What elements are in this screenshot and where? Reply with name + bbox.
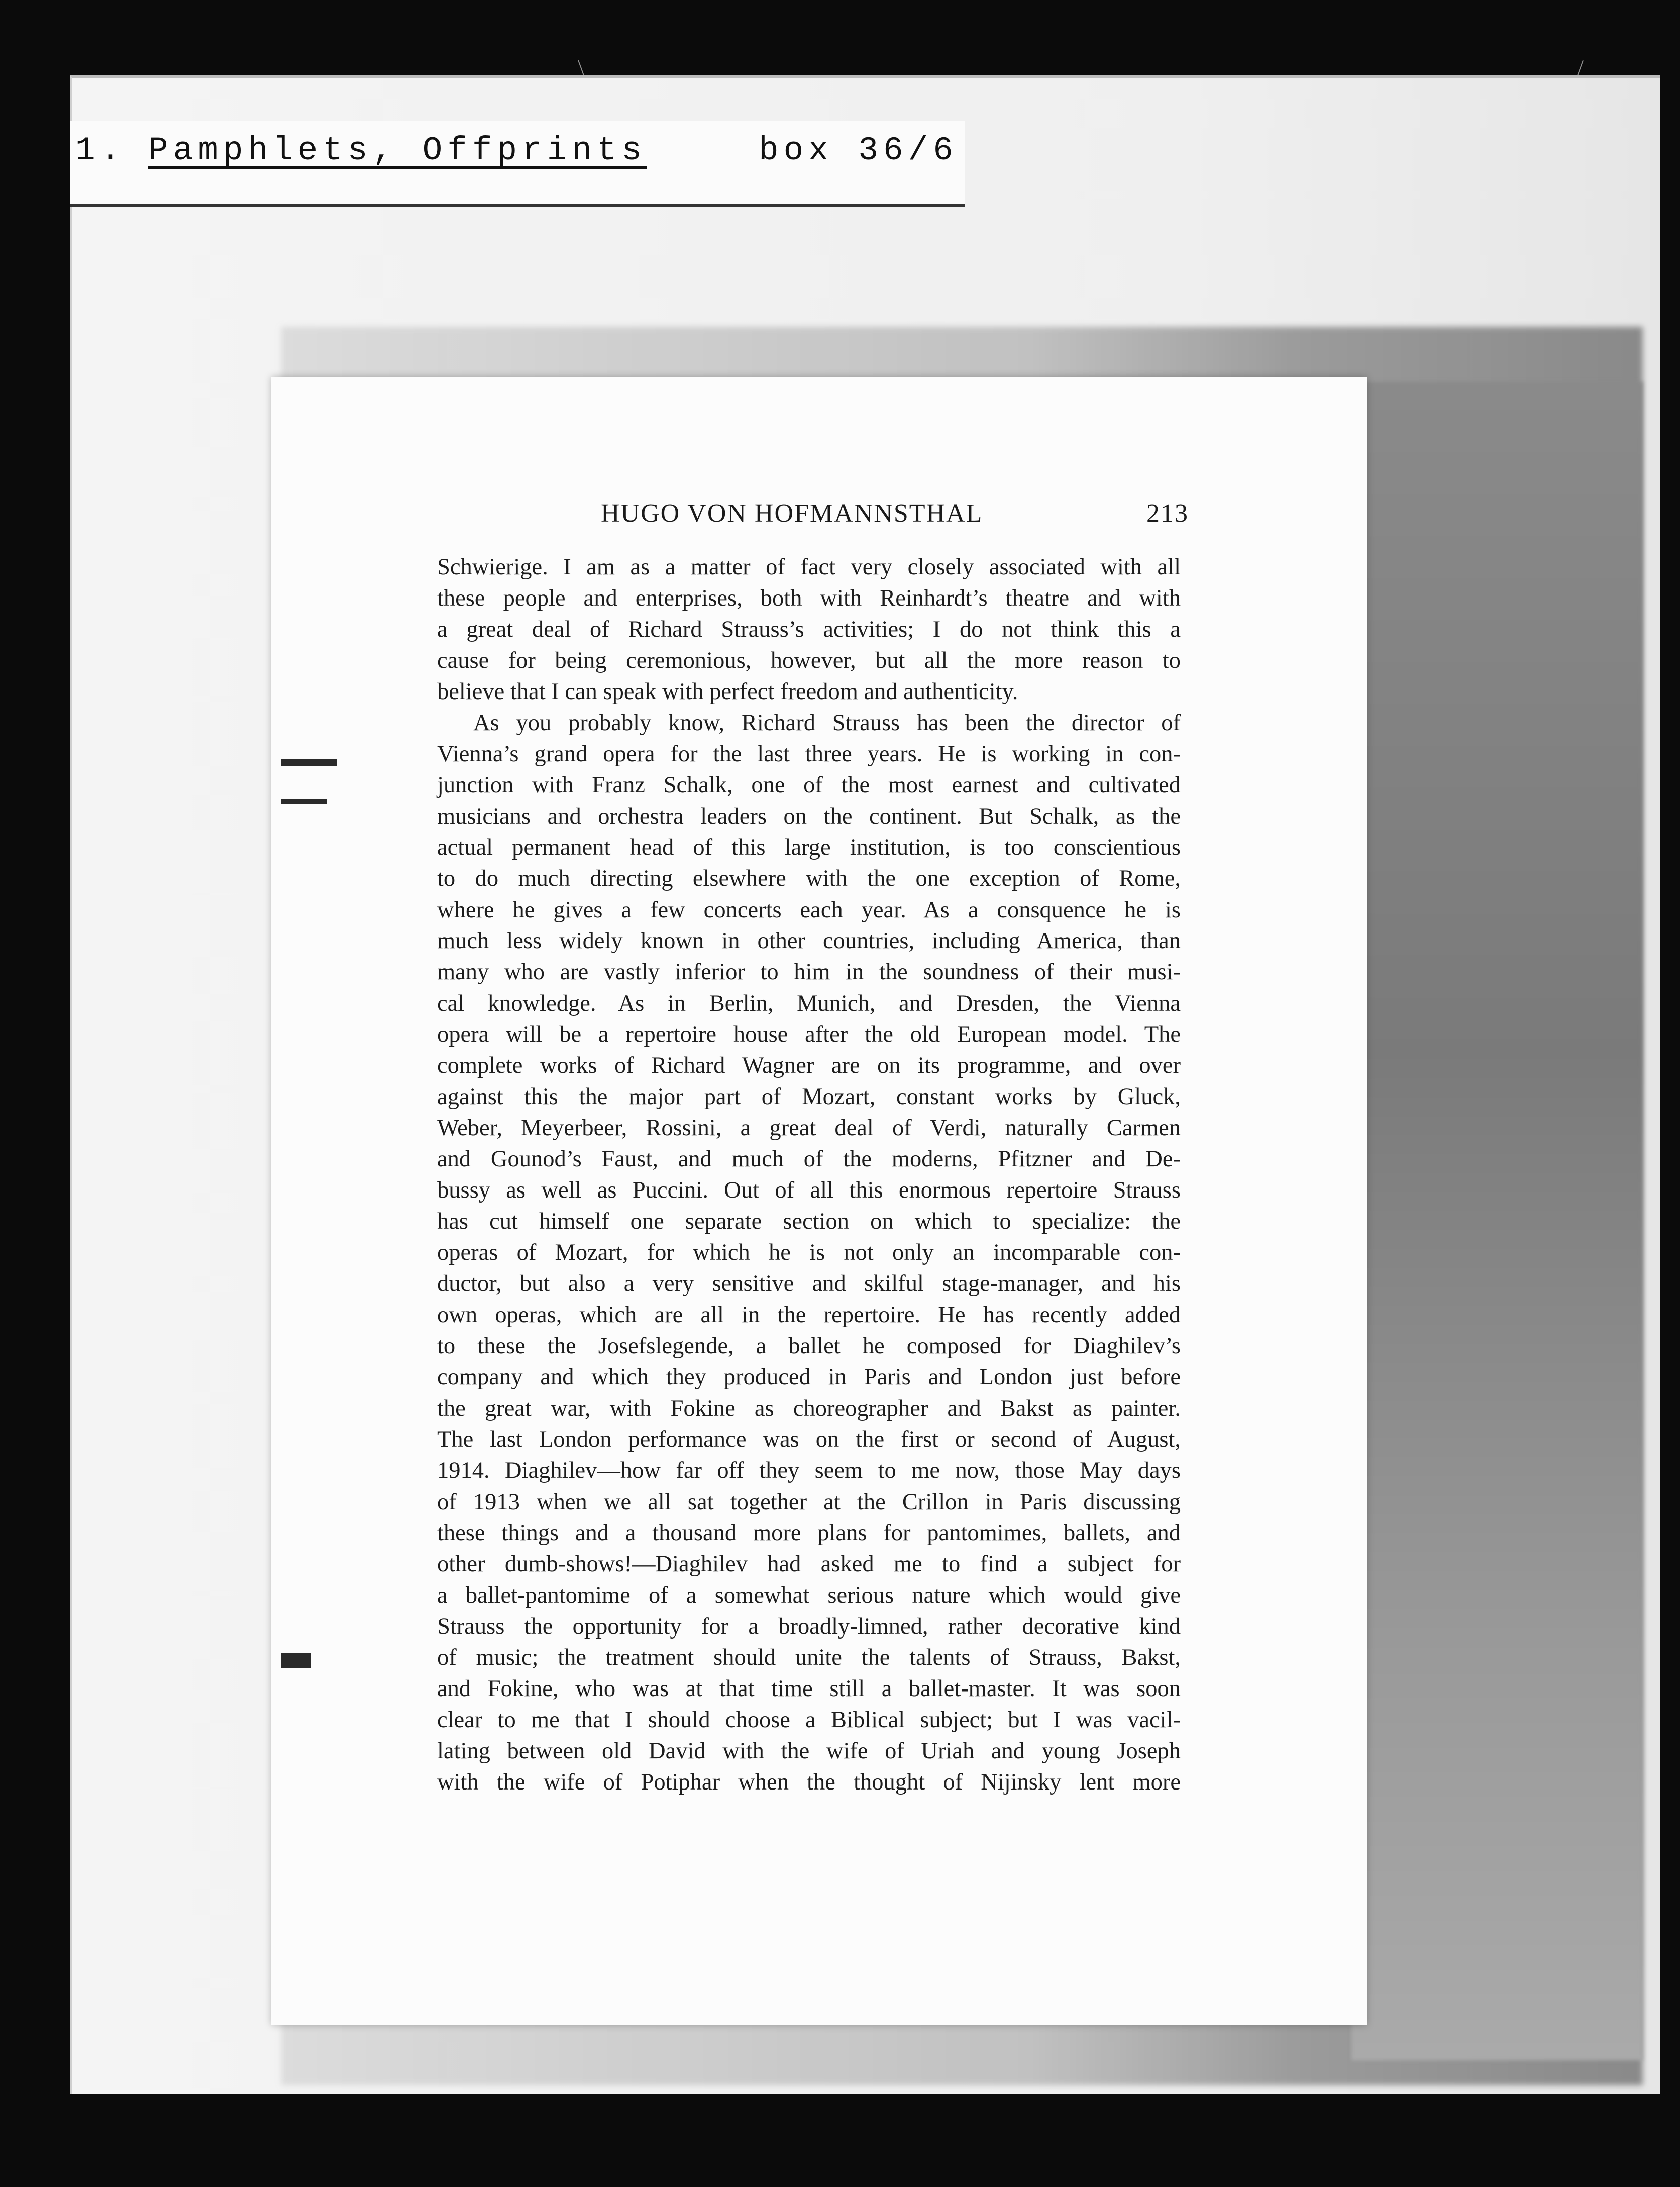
text-line: cause for being ceremonious, however, but all the more reason to [437,648,1181,673]
text-line: As you probably know, Richard Strauss has been the director of [473,710,1181,736]
text-line: of 1913 when we all sat together at the Crillon in Paris discussing [437,1489,1181,1515]
text-line: cal knowledge. As in Berlin, Munich, and Dresden, the Vienna [437,990,1181,1016]
text-line: Weber, Meyerbeer, Rossini, a great deal of Verdi, naturally Carmen [437,1115,1181,1141]
text-line: of music; the treatment should unite the talents of Strauss, Bakst, [437,1645,1181,1670]
text-line: to these the Josefslegende, a ballet he composed for Diaghilev’s [437,1333,1181,1359]
text-line: musicians and orchestra leaders on the continent. But Schalk, as the [437,804,1181,829]
text-line: junction with Franz Schalk, one of the most earnest and cultivated [437,772,1181,798]
text-line: the great war, with Fokine as choreographer and Bakst as painter. [437,1396,1181,1421]
text-line: own operas, which are all in the repertoire. He has recently added [437,1302,1181,1328]
page-shadow-right [1351,382,1643,2060]
label-collection: Pamphlets, Offprints [148,132,647,169]
text-line: ductor, but also a very sensitive and skilful stage-manager, and his [437,1271,1181,1297]
text-line: Schwierige. I am as a matter of fact very closely associated with all [437,554,1181,580]
text-line: 1914. Diaghilev—how far off they seem to me now, those May days [437,1458,1181,1483]
text-line: much less widely known in other countries, including America, than [437,928,1181,954]
label-number: 1. [75,132,126,169]
text-line: with the wife of Potiphar when the thought of Nijinsky lent more [437,1769,1181,1795]
text-line: believe that I can speak with perfect freedom and authenticity. [437,679,1018,705]
page-tear-mark [281,799,327,804]
page-tear-mark [281,1653,311,1668]
text-line: Strauss the opportunity for a broadly-limned, rather decorative kind [437,1614,1181,1639]
page-number: 213 [1146,499,1189,528]
text-line: and Fokine, who was at that time still a ballet-master. It was soon [437,1676,1181,1702]
text-line: The last London performance was on the first or second of August, [437,1427,1181,1452]
text-line: and Gounod’s Faust, and much of the moderns, Pfitzner and De- [437,1146,1181,1172]
text-line: lating between old David with the wife of Uriah and young Joseph [437,1738,1181,1764]
text-line: other dumb-shows!—Diaghilev had asked me to find a subject for [437,1551,1181,1577]
text-line: to do much directing elsewhere with the one exception of Rome, [437,866,1181,891]
running-head: HUGO VON HOFMANNSTHAL [601,499,983,528]
text-line: opera will be a repertoire house after the old European model. The [437,1022,1181,1047]
text-line: has cut himself one separate section on which to specialize: the [437,1209,1181,1234]
text-line: complete works of Richard Wagner are on its programme, and over [437,1053,1181,1078]
text-line: these people and enterprises, both with Reinhardt’s theatre and with [437,585,1181,611]
text-line: many who are vastly inferior to him in the soundness of their musi- [437,959,1181,985]
text-line: a ballet-pantomime of a somewhat serious nature which would give [437,1582,1181,1608]
page-tear-mark [281,759,337,766]
text-line: bussy as well as Puccini. Out of all this enormous repertoire Strauss [437,1177,1181,1203]
text-line: against this the major part of Mozart, constant works by Gluck, [437,1084,1181,1110]
text-line: actual permanent head of this large institution, is too conscientious [437,835,1181,860]
text-line: operas of Mozart, for which he is not only an incomparable con- [437,1240,1181,1265]
text-line: Vienna’s grand opera for the last three years. He is working in con- [437,741,1181,767]
text-line: where he gives a few concerts each year. As a consquence he is [437,897,1181,923]
text-line: these things and a thousand more plans for pantomimes, ballets, and [437,1520,1181,1546]
page-header [601,499,1189,534]
text-line: a great deal of Richard Strauss’s activities; I do not think this a [437,617,1181,642]
label-box-number: box 36/6 [759,132,958,169]
text-line: company and which they produced in Paris and London just before [437,1364,1181,1390]
text-line: clear to me that I should choose a Biblical subject; but I was vacil- [437,1707,1181,1733]
